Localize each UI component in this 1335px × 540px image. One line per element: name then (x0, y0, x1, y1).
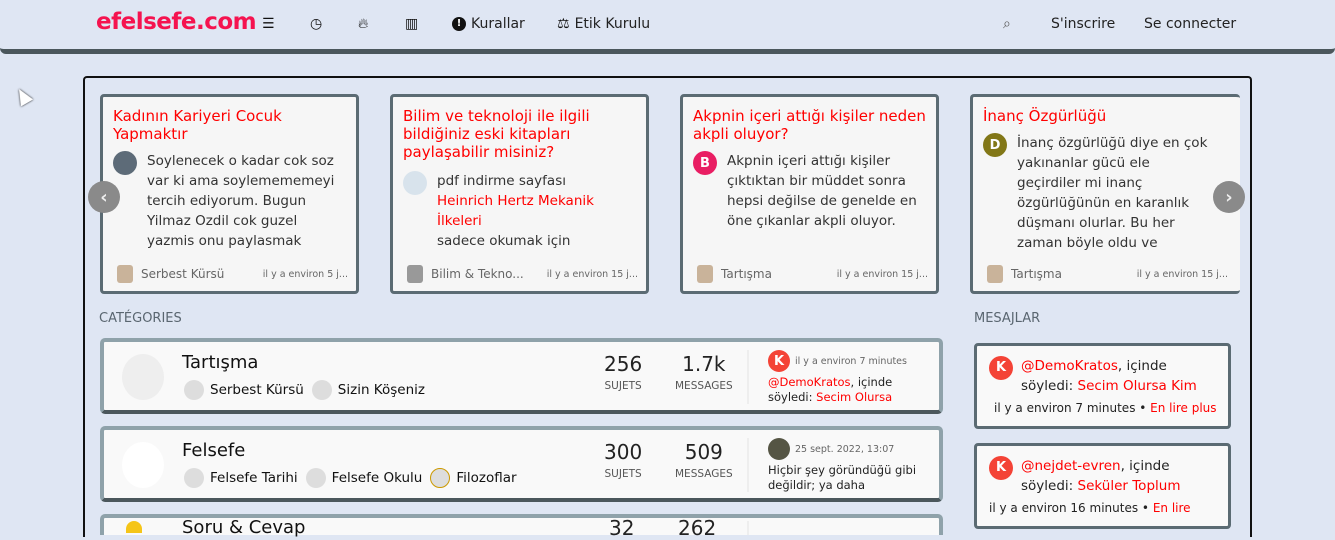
subcategory-label: Filozoflar (456, 470, 517, 486)
register-link[interactable]: S'inscrire (1051, 16, 1116, 32)
topic-excerpt: sadece okumak için (437, 233, 571, 249)
timestamp: il y a environ 16 minutes (989, 501, 1139, 515)
topic-link[interactable]: Secim Olursa (816, 390, 893, 404)
posts-label: MESSAGES (675, 468, 733, 480)
nav-etik-kurulu[interactable] (557, 16, 650, 32)
avatar (113, 151, 137, 175)
category-name[interactable]: Serbest Kürsü (141, 267, 225, 281)
user-link[interactable]: @nejdet-evren (1021, 458, 1121, 474)
category-name[interactable]: Bilim & Tekno... (431, 267, 524, 281)
post-text: Hiçbir şey göründüğü gibi değildir; ya daha (768, 463, 917, 492)
timestamp: il y a environ 15 j... (1136, 268, 1228, 280)
topics-count: 256 (604, 352, 643, 376)
timestamp: il y a environ 15 j... (836, 268, 928, 280)
topic-title[interactable]: Bilim ve teknoloji ile ilgili bildiğiniz eski kitapları paylaşabilir misiniz? (403, 107, 590, 161)
avatar: B (693, 151, 717, 175)
top-navbar (0, 0, 1335, 54)
message-text: , içinde söyledi: (1021, 358, 1167, 394)
topic-link[interactable]: Seküler Toplum (1077, 478, 1181, 494)
posts-count: 1.7k (682, 352, 726, 376)
nav-label: Kurallar (471, 16, 525, 32)
categories-heading: CATÉGORIES (99, 311, 182, 326)
last-post[interactable] (768, 350, 938, 405)
carousel-next-button[interactable] (1213, 181, 1245, 213)
category-avatar (122, 442, 164, 488)
avatar: K (768, 350, 790, 372)
timestamp: 25 sept. 2022, 13:07 (795, 443, 895, 455)
read-more-link[interactable]: En lire (1152, 501, 1191, 515)
divider (747, 350, 749, 404)
category-icon (407, 265, 423, 283)
category-row[interactable] (100, 426, 943, 502)
category-avatar (122, 354, 164, 400)
message-text: , içinde söyledi: (1021, 458, 1170, 494)
chevron-left-icon: ‹ (100, 186, 108, 208)
fire-icon: 🔥︎ (358, 16, 369, 32)
nav-map[interactable] (405, 16, 418, 32)
search-button[interactable] (1003, 16, 1011, 32)
category-name[interactable]: Tartışma (721, 267, 772, 281)
topics-stat (609, 516, 635, 540)
nav-label: Etik Kurulu (574, 16, 651, 32)
timestamp: il y a environ 15 j... (546, 268, 638, 280)
divider (747, 438, 749, 492)
topic-title[interactable]: İnanç Özgürlüğü (983, 107, 1107, 125)
search-icon: ⌕ (1003, 16, 1011, 32)
topics-stat (604, 440, 642, 480)
clock-icon: ◷ (310, 16, 323, 32)
nav-categories[interactable] (262, 16, 275, 32)
read-more-link[interactable]: En lire plus (1150, 401, 1217, 415)
nav-kurallar[interactable] (452, 16, 525, 32)
divider (747, 521, 749, 535)
topics-label: SUJETS (604, 380, 642, 392)
chevron-right-icon: › (1225, 186, 1233, 208)
map-icon: ▥ (405, 16, 419, 32)
category-name[interactable]: Tartışma (1011, 267, 1062, 281)
mouse-cursor (13, 86, 33, 107)
posts-label: MESSAGES (675, 380, 733, 392)
category-row[interactable] (100, 514, 943, 540)
topics-count: 32 (609, 516, 635, 540)
user-link[interactable]: @DemoKratos (768, 375, 851, 389)
main-container (83, 76, 1252, 540)
login-link[interactable]: Se connecter (1144, 16, 1237, 32)
posts-stat (675, 352, 733, 392)
topic-title[interactable]: Kadının Kariyeri Cocuk Yapmaktır (113, 107, 282, 143)
topic-excerpt: pdf indirme sayfası (437, 173, 566, 189)
message-item[interactable] (974, 343, 1231, 429)
carousel-card[interactable] (680, 94, 939, 294)
topics-stat (604, 352, 642, 392)
topics-count: 300 (604, 440, 643, 464)
nav-recent[interactable] (310, 16, 322, 32)
posts-count: 262 (678, 516, 717, 540)
exclamation-icon: ! (452, 17, 466, 31)
category-row[interactable] (100, 338, 943, 414)
separator: • (1138, 501, 1153, 515)
topics-label: SUJETS (604, 468, 642, 480)
subcategory[interactable] (184, 380, 304, 400)
category-icon (697, 265, 713, 283)
avatar: K (989, 456, 1013, 480)
category-avatar (126, 521, 142, 533)
messages-heading: MESAJLAR (974, 311, 1041, 326)
subcategory[interactable] (312, 380, 425, 400)
last-post[interactable] (768, 438, 938, 493)
message-item[interactable] (974, 443, 1231, 529)
posts-stat (675, 440, 733, 480)
carousel-card[interactable] (970, 94, 1240, 294)
excerpt-link[interactable]: Heinrich Hertz Mekanik İlkeleri (437, 193, 594, 229)
subcategory-label: Felsefe Tarihi (210, 470, 298, 486)
timestamp: il y a environ 7 minutes (795, 355, 907, 367)
posts-count: 509 (684, 440, 723, 464)
carousel-card[interactable] (100, 94, 359, 294)
nav-popular[interactable] (358, 16, 368, 32)
timestamp: il y a environ 5 j... (262, 268, 348, 280)
carousel-prev-button[interactable] (88, 181, 120, 213)
carousel-card[interactable] (390, 94, 649, 294)
topic-excerpt: Soylenecek o kadar cok soz var ki ama soylemememeyi tercih ediyorum. Bugun Yilmaz Ozdil cok guzel yazmis onu paylasmak (147, 153, 335, 249)
post-text: , içinde söyledi: (768, 375, 893, 404)
topic-link[interactable]: Secim Olursa Kim (1077, 378, 1197, 394)
posts-stat (678, 516, 717, 540)
category-name[interactable]: Felsefe (182, 440, 246, 461)
avatar (403, 171, 427, 195)
category-name[interactable]: Tartışma (182, 352, 259, 373)
separator: • (1135, 401, 1151, 415)
avatar (768, 438, 790, 460)
avatar: K (989, 356, 1013, 380)
user-link[interactable]: @DemoKratos (1021, 358, 1118, 374)
category-icon (987, 265, 1003, 283)
timestamp: il y a environ 7 minutes (994, 401, 1136, 415)
subcategory[interactable] (430, 468, 516, 488)
scale-icon: ⚖ (557, 16, 570, 32)
site-logo[interactable]: efelsefe.com (96, 9, 257, 35)
subcategory[interactable] (184, 468, 298, 488)
topic-excerpt: Akpnin içeri attığı kişiler çıktıktan bir müddet sonra hepsi değilse de genelde en öne çıkanlar akpli oluyor. (727, 153, 917, 229)
category-name[interactable]: Soru & Cevap (182, 517, 306, 538)
category-icon (117, 265, 133, 283)
subcategory-label: Sizin Köşeniz (337, 382, 425, 398)
subcategory[interactable] (306, 468, 423, 488)
subcategory-label: Felsefe Okulu (331, 470, 423, 486)
topic-excerpt: İnanç özgürlüğü diye en çok yakınanlar gücü ele geçirdiler mi inanç özgürlüğünün en karanlık düşmanı olurlar. Bu her zaman böyle oldu ve (1017, 135, 1208, 251)
avatar: D (983, 133, 1007, 157)
list-icon: ☰ (262, 16, 275, 32)
topic-title[interactable]: Akpnin içeri attığı kişiler neden akpli oluyor? (693, 107, 926, 143)
subcategory-label: Serbest Kürsü (210, 382, 304, 398)
